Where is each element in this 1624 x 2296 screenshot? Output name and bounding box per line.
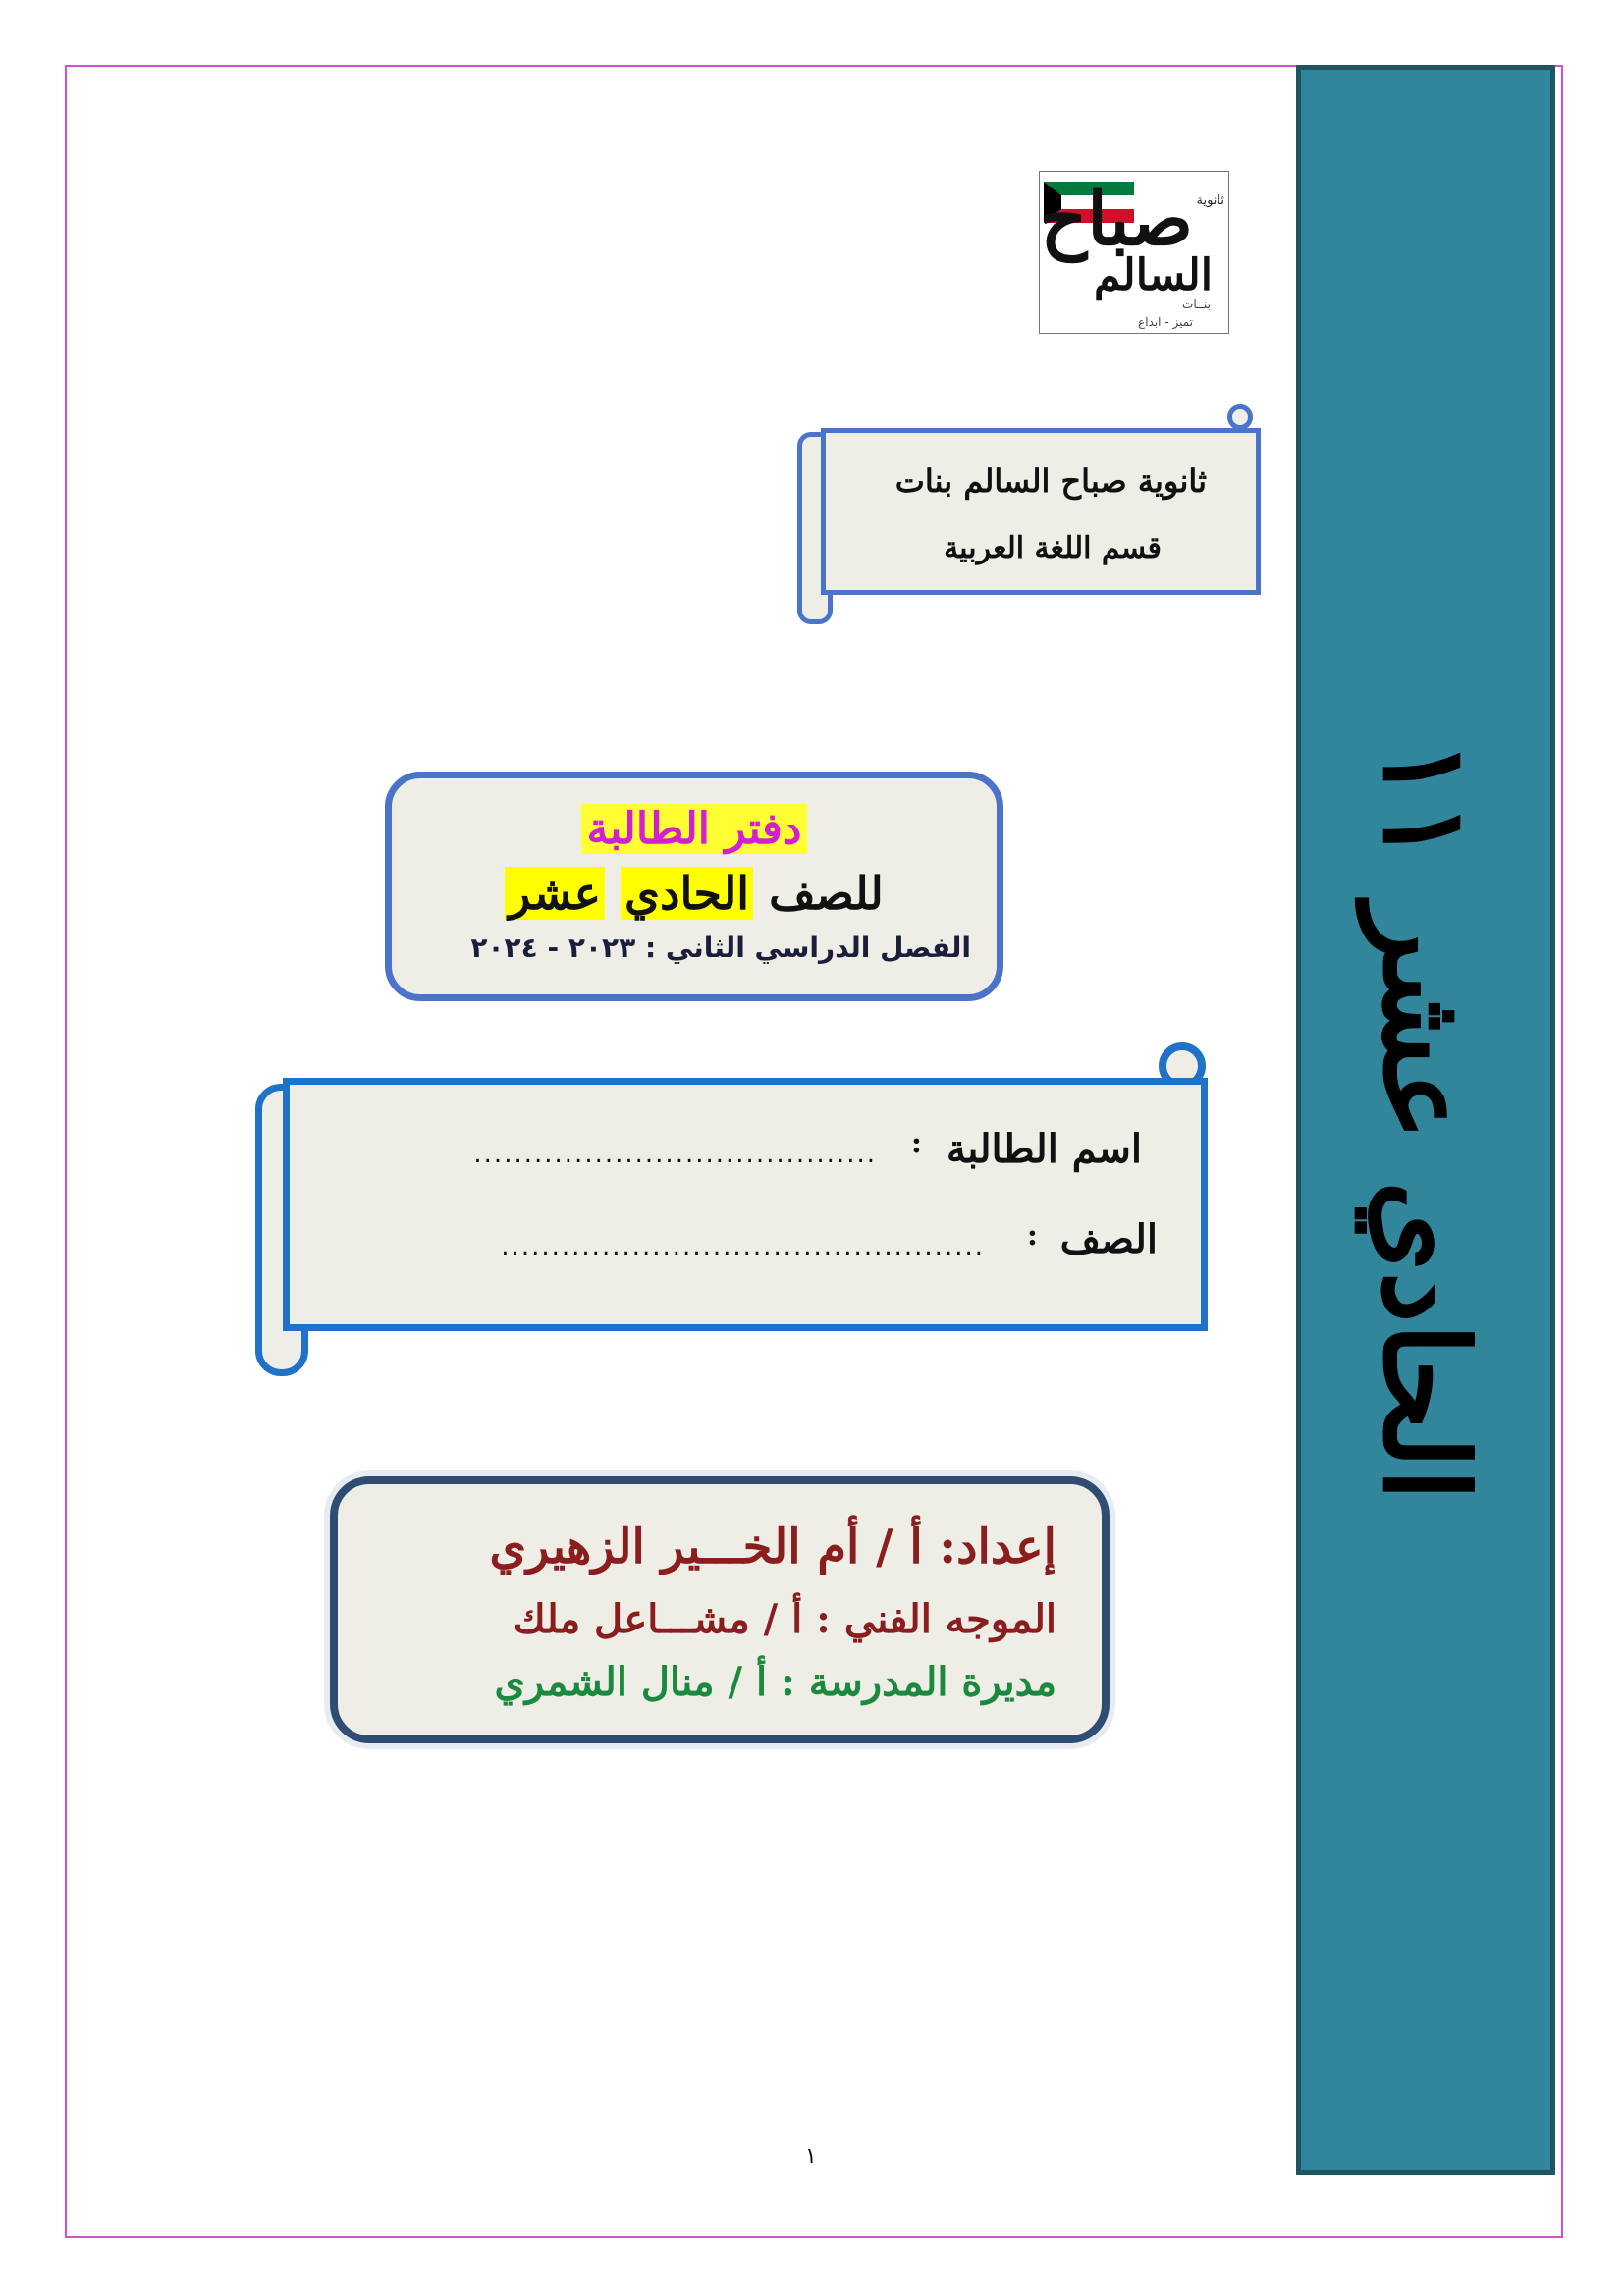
supervisor-line: الموجه الفني : أ / مشـــاعل ملك — [513, 1596, 1056, 1642]
semester-line: الفصل الدراسي الثاني : ٢٠٢٣ - ٢٠٢٤ — [470, 932, 971, 964]
department-name: قسم اللغة العربية — [944, 531, 1162, 565]
prepared-by-box — [330, 1476, 1110, 1743]
notebook-title-text: دفتر الطالبة — [581, 804, 808, 854]
logo-sub-word: بنــات — [1182, 297, 1211, 311]
class-separator: : — [1026, 1218, 1038, 1253]
page-number: ١ — [805, 2144, 817, 2168]
side-band-text: الحادي عشر ١١ — [1357, 739, 1494, 1501]
grade-title-prefix: للصف — [769, 867, 884, 920]
logo-bottom-word: السالم — [1094, 250, 1213, 300]
school-name: ثانوية صباح السالم بنات — [894, 462, 1207, 500]
student-name-field[interactable]: ........................................ — [473, 1140, 877, 1169]
school-scroll-curl — [1227, 404, 1253, 430]
grade-title-highlight: الحادي — [621, 867, 753, 920]
grade-title — [392, 867, 997, 920]
side-band — [1296, 65, 1555, 2175]
logo-tagline: تميز - ابداع — [1138, 315, 1193, 329]
logo-top-word: صباح — [1040, 178, 1193, 262]
notebook-title — [392, 804, 997, 854]
logo-school-word: ثانوية — [1196, 193, 1224, 208]
student-info-banner — [283, 1078, 1208, 1331]
class-field[interactable]: ................................................ — [501, 1232, 985, 1261]
student-name-separator: : — [910, 1126, 922, 1160]
prepared-by-line: إعداد: أ / أم الخـــير الزهيري — [489, 1520, 1056, 1575]
class-label: الصف — [1059, 1216, 1158, 1262]
school-logo — [1039, 171, 1229, 334]
student-name-label: اسم الطالبة — [946, 1126, 1142, 1172]
notebook-title-box — [385, 772, 1003, 1001]
principal-line: مديرة المدرسة : أ / منال الشمري — [494, 1659, 1056, 1705]
school-banner — [821, 428, 1261, 595]
grade-title-suffix: عشر — [505, 867, 605, 920]
